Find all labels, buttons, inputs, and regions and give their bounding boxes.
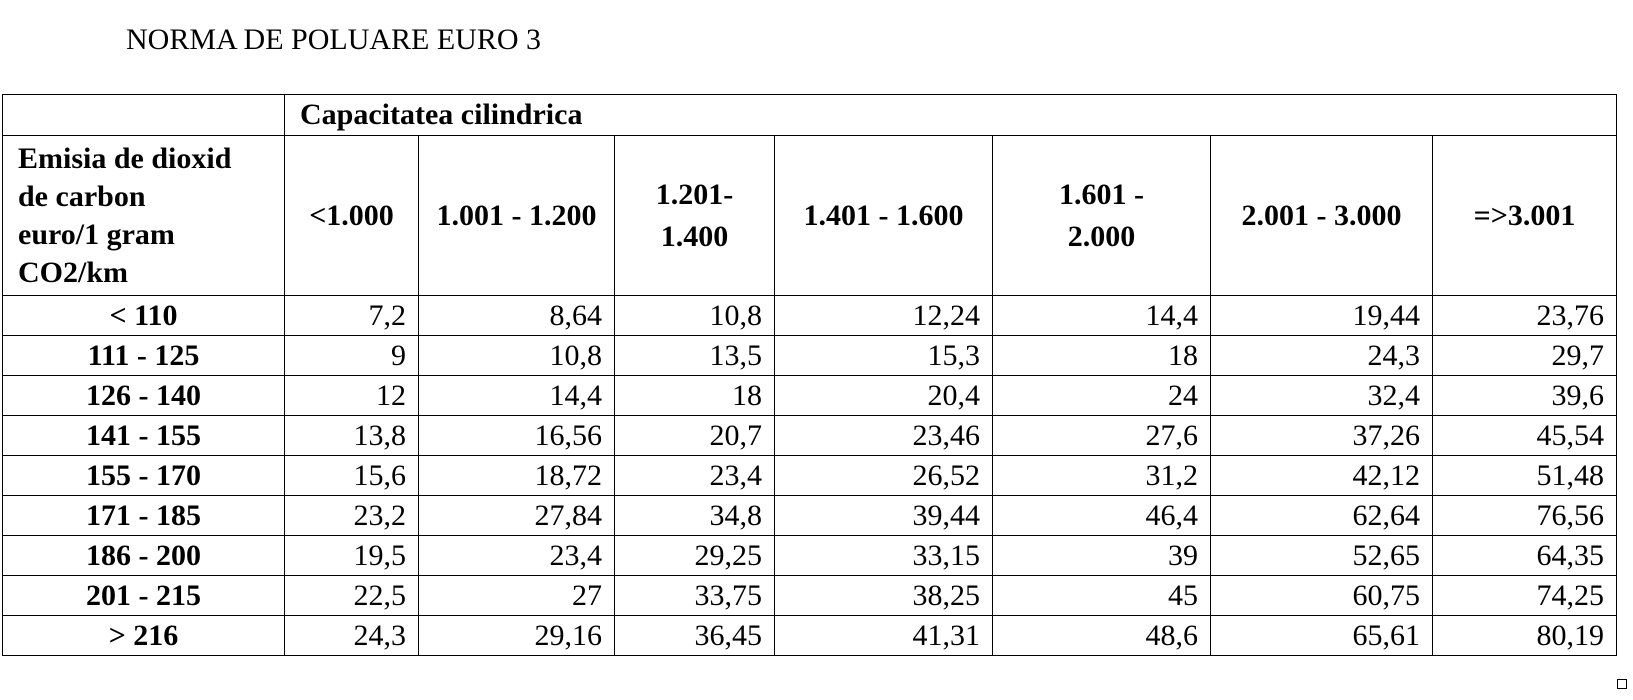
tax-value-cell: 41,31	[775, 616, 993, 656]
tax-value-cell: 64,35	[1433, 536, 1617, 576]
tax-value-cell: 23,4	[615, 456, 775, 496]
tax-value-cell: 23,76	[1433, 296, 1617, 336]
tax-value-cell: 48,6	[993, 616, 1211, 656]
tax-value-cell: 27	[419, 576, 615, 616]
group-header-row	[3, 95, 1617, 136]
tax-value-cell: 39	[993, 536, 1211, 576]
tax-value-cell: 65,61	[1211, 616, 1433, 656]
table-row	[3, 496, 1617, 536]
emission-range-label: 186 - 200	[3, 536, 285, 576]
emission-range-label: 171 - 185	[3, 496, 285, 536]
tax-value-cell: 13,5	[615, 336, 775, 376]
tax-value-cell: 10,8	[615, 296, 775, 336]
tax-value-cell: 39,44	[775, 496, 993, 536]
table-body	[3, 95, 1617, 656]
tax-value-cell: 18	[615, 376, 775, 416]
emission-range-label: 155 - 170	[3, 456, 285, 496]
tax-value-cell: 29,7	[1433, 336, 1617, 376]
table-row	[3, 296, 1617, 336]
tax-value-cell: 31,2	[993, 456, 1211, 496]
column-header: 1.001 - 1.200	[419, 136, 615, 296]
emission-range-label: 126 - 140	[3, 376, 285, 416]
tax-value-cell: 33,15	[775, 536, 993, 576]
table-row	[3, 616, 1617, 656]
corner-cell	[3, 95, 285, 136]
emission-tax-table	[2, 94, 1617, 656]
emission-range-label: 201 - 215	[3, 576, 285, 616]
table-row	[3, 416, 1617, 456]
column-header: 2.001 - 3.000	[1211, 136, 1433, 296]
tax-value-cell: 45,54	[1433, 416, 1617, 456]
tax-value-cell: 19,5	[285, 536, 419, 576]
tax-value-cell: 52,65	[1211, 536, 1433, 576]
tax-value-cell: 20,4	[775, 376, 993, 416]
emission-range-label: < 110	[3, 296, 285, 336]
tax-value-cell: 23,46	[775, 416, 993, 456]
tax-value-cell: 8,64	[419, 296, 615, 336]
tax-value-cell: 20,7	[615, 416, 775, 456]
emission-range-label: 111 - 125	[3, 336, 285, 376]
tax-value-cell: 42,12	[1211, 456, 1433, 496]
table-row	[3, 336, 1617, 376]
emission-range-label: 141 - 155	[3, 416, 285, 456]
document-title: NORMA DE POLUARE EURO 3	[126, 23, 542, 56]
tax-value-cell: 19,44	[1211, 296, 1433, 336]
tax-value-cell: 34,8	[615, 496, 775, 536]
tax-value-cell: 15,3	[775, 336, 993, 376]
tax-value-cell: 29,25	[615, 536, 775, 576]
column-header: 1.601 - 2.000	[993, 136, 1211, 296]
tax-value-cell: 18	[993, 336, 1211, 376]
tax-value-cell: 45	[993, 576, 1211, 616]
tax-value-cell: 27,84	[419, 496, 615, 536]
tax-value-cell: 36,45	[615, 616, 775, 656]
table-resize-handle	[1617, 679, 1627, 689]
table-row	[3, 576, 1617, 616]
column-header: =>3.001	[1433, 136, 1617, 296]
tax-value-cell: 80,19	[1433, 616, 1617, 656]
tax-value-cell: 60,75	[1211, 576, 1433, 616]
tax-value-cell: 7,2	[285, 296, 419, 336]
tax-value-cell: 23,4	[419, 536, 615, 576]
tax-value-cell: 51,48	[1433, 456, 1617, 496]
emission-range-label: > 216	[3, 616, 285, 656]
tax-value-cell: 12,24	[775, 296, 993, 336]
tax-value-cell: 74,25	[1433, 576, 1617, 616]
tax-value-cell: 9	[285, 336, 419, 376]
tax-value-cell: 37,26	[1211, 416, 1433, 456]
tax-value-cell: 15,6	[285, 456, 419, 496]
column-header: 1.201- 1.400	[615, 136, 775, 296]
tax-value-cell: 24,3	[285, 616, 419, 656]
table-row	[3, 456, 1617, 496]
column-header: <1.000	[285, 136, 419, 296]
table-row	[3, 536, 1617, 576]
tax-value-cell: 23,2	[285, 496, 419, 536]
engine-capacity-header: Capacitatea cilindrica	[285, 95, 1617, 136]
tax-value-cell: 62,64	[1211, 496, 1433, 536]
tax-value-cell: 24,3	[1211, 336, 1433, 376]
tax-value-cell: 12	[285, 376, 419, 416]
tax-value-cell: 24	[993, 376, 1211, 416]
column-header: 1.401 - 1.600	[775, 136, 993, 296]
tax-value-cell: 10,8	[419, 336, 615, 376]
tax-value-cell: 38,25	[775, 576, 993, 616]
tax-value-cell: 32,4	[1211, 376, 1433, 416]
tax-value-cell: 29,16	[419, 616, 615, 656]
tax-value-cell: 14,4	[419, 376, 615, 416]
table-row	[3, 376, 1617, 416]
tax-value-cell: 46,4	[993, 496, 1211, 536]
column-header-row	[3, 136, 1617, 296]
tax-value-cell: 14,4	[993, 296, 1211, 336]
tax-value-cell: 27,6	[993, 416, 1211, 456]
tax-value-cell: 22,5	[285, 576, 419, 616]
tax-value-cell: 33,75	[615, 576, 775, 616]
tax-value-cell: 39,6	[1433, 376, 1617, 416]
tax-value-cell: 18,72	[419, 456, 615, 496]
tax-value-cell: 26,52	[775, 456, 993, 496]
co2-emission-header: Emisia de dioxid de carbon euro/1 gram CO2/km	[3, 136, 285, 296]
tax-value-cell: 13,8	[285, 416, 419, 456]
tax-value-cell: 16,56	[419, 416, 615, 456]
tax-value-cell: 76,56	[1433, 496, 1617, 536]
